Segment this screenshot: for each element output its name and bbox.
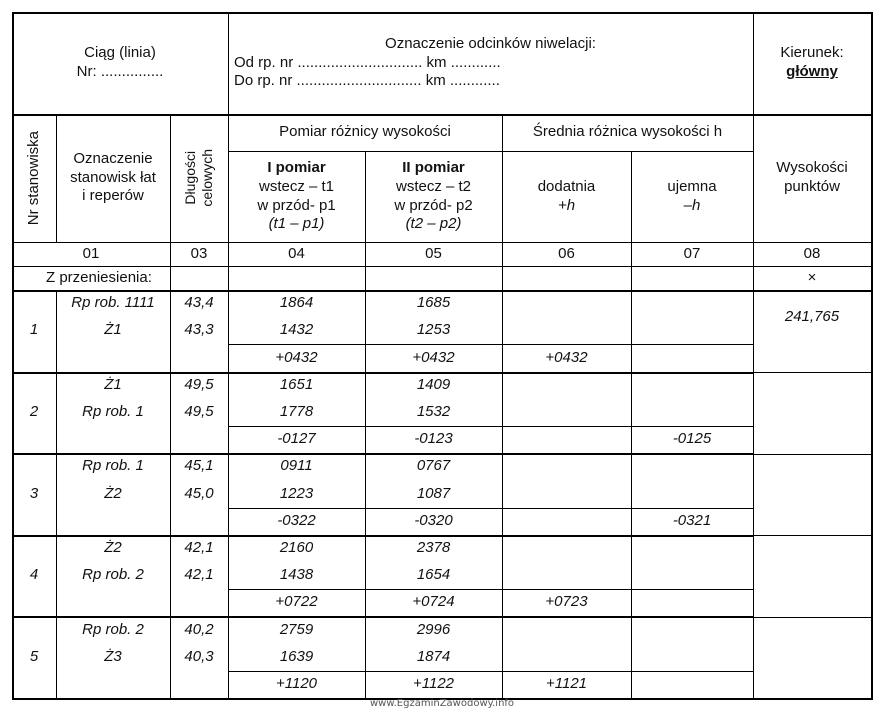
dodatnia-value: +1121 <box>545 675 587 693</box>
pomiar1-header <box>228 151 365 242</box>
ujemna-value <box>631 589 753 616</box>
oznaczenie-line-2: stanowisk łat <box>70 168 156 186</box>
pomiar2-value: +0432 <box>412 348 455 366</box>
pomiar1-l3: (t1 – p1) <box>268 215 325 233</box>
ujemna-header <box>631 151 753 242</box>
oznaczenie-odcinkow-cell <box>228 12 753 114</box>
pomiar2-value: 1874 <box>416 647 451 665</box>
dodatnia-label: dodatnia <box>537 177 596 195</box>
pomiar2-value: 1532 <box>416 403 451 421</box>
h-rule <box>12 616 753 618</box>
sight-length: 49,5 <box>184 375 214 393</box>
pomiar2-value: 2996 <box>416 620 451 638</box>
station-point: Ż1 <box>104 375 122 393</box>
ciag-nr-label: Nr: ............... <box>76 63 164 80</box>
oznaczenie-line-3: i reperów <box>82 187 144 205</box>
v-rule <box>170 114 171 698</box>
dodatnia-header <box>502 151 631 242</box>
code-05: 05 <box>425 244 442 262</box>
z-przeniesienia-label: Z przeniesienia: <box>46 268 152 286</box>
v-rule <box>871 12 873 700</box>
watermark: www.EgzaminZawodowy.info <box>370 698 515 709</box>
pomiar1-value: 1864 <box>279 294 314 312</box>
pomiar1-value: 1639 <box>279 647 314 665</box>
pomiar2-l3: (t2 – p2) <box>405 215 462 233</box>
kierunek-label: Kierunek: <box>780 44 844 62</box>
code-04: 04 <box>288 244 305 262</box>
code-03: 03 <box>190 244 208 262</box>
h-rule <box>12 372 753 374</box>
pomiar1-value: -0322 <box>277 511 316 529</box>
wysokosci-line-1: Wysokości <box>776 159 848 177</box>
ujemna-symbol: –h <box>683 196 701 214</box>
z-przeniesienia-mark: × <box>807 268 817 286</box>
pomiar1-value: 2759 <box>279 620 314 638</box>
sight-length: 42,1 <box>184 539 214 557</box>
do-line: Do rp. nr .............................. km ............ <box>234 72 500 90</box>
pomiar1-value: 1778 <box>279 403 314 421</box>
h-rule <box>228 426 753 427</box>
pomiar1-value: 2160 <box>279 539 314 557</box>
kierunek-value: główny <box>786 63 838 80</box>
pomiar2-l2: w przód- p2 <box>394 196 473 214</box>
pomiar-group-label: Pomiar różnicy wysokości <box>279 123 451 141</box>
station-nr: 5 <box>29 647 39 665</box>
pomiar2-value: 1685 <box>416 294 451 312</box>
srednia-group-label: Średnia różnica wysokości h <box>532 123 723 141</box>
station-point: Rp rob. 1 <box>82 403 144 421</box>
pomiar1-value: 1223 <box>279 484 314 502</box>
station-nr: 1 <box>29 321 39 339</box>
pomiar2-value: 1654 <box>416 566 451 584</box>
station-point: Ż2 <box>104 484 122 502</box>
station-point: Ż1 <box>104 321 122 339</box>
h-rule <box>12 114 871 116</box>
station-nr: 2 <box>29 403 39 421</box>
srednia-group-header <box>502 114 753 151</box>
od-line: Od rp. nr .............................. km ............ <box>234 53 501 71</box>
ujemna-value: -0125 <box>672 430 712 448</box>
h-rule <box>228 508 753 509</box>
pomiar2-value: 1409 <box>416 375 451 393</box>
v-rule <box>56 290 57 698</box>
h-rule <box>12 535 753 537</box>
pomiar2-value: 2378 <box>416 539 451 557</box>
pomiar2-value: 1087 <box>416 484 451 502</box>
dlugosci-line-1: Długości <box>182 151 199 205</box>
station-point: Rp rob. 2 <box>82 620 144 638</box>
h-rule <box>12 242 871 243</box>
dodatnia-value <box>502 508 631 535</box>
v-rule <box>502 114 503 698</box>
code-01: 01 <box>82 244 100 262</box>
pomiar1-title: I pomiar <box>267 159 326 176</box>
code-08: 08 <box>803 244 821 262</box>
sight-length: 42,1 <box>184 566 214 584</box>
dlugosci-header <box>170 114 228 242</box>
ujemna-label: ujemna <box>667 177 717 195</box>
v-rule <box>56 114 57 242</box>
h-rule <box>753 617 871 618</box>
dodatnia-symbol: +h <box>557 196 576 214</box>
station-point: Ż2 <box>104 539 122 557</box>
pomiar1-l2: w przód- p1 <box>257 196 336 214</box>
oznaczenie-header <box>56 114 170 242</box>
h-rule <box>12 12 871 14</box>
dodatnia-value: +0432 <box>545 348 588 366</box>
sight-length: 43,3 <box>184 321 214 339</box>
ciag-label: Ciąg (linia) <box>84 44 156 62</box>
ujemna-value <box>631 671 753 698</box>
pomiar2-value: 1253 <box>416 321 451 339</box>
h-rule <box>753 372 871 373</box>
pomiar1-value: 1651 <box>279 375 314 393</box>
oznaczenie-line-1: Oznaczenie <box>73 149 153 167</box>
v-rule <box>228 114 229 698</box>
station-point: Rp rob. 1 <box>82 457 144 475</box>
pomiar2-header <box>365 151 502 242</box>
sight-length: 40,2 <box>184 620 214 638</box>
sight-length: 45,0 <box>184 484 214 502</box>
h-rule <box>12 453 753 455</box>
ujemna-value: -0321 <box>672 511 712 529</box>
pomiar2-value: +1122 <box>412 675 454 693</box>
wysokosci-line-2: punktów <box>784 178 840 195</box>
code-07: 07 <box>683 244 701 262</box>
wysokosc-value: 241,765 <box>784 307 840 325</box>
v-rule <box>228 12 229 114</box>
pomiar2-value: -0320 <box>414 511 453 529</box>
pomiar2-value: +0724 <box>412 593 455 611</box>
ciag-cell <box>12 12 228 114</box>
pomiar2-value: 0767 <box>416 457 451 475</box>
station-point: Rp rob. 1111 <box>71 294 155 312</box>
dlugosci-line-2: celowych <box>199 149 215 207</box>
pomiar1-value: +0722 <box>275 593 318 611</box>
station-point: Ż3 <box>104 647 122 665</box>
h-rule <box>12 266 871 267</box>
kierunek-cell <box>753 12 871 114</box>
station-nr: 4 <box>29 566 39 584</box>
h-rule <box>753 454 871 455</box>
sight-length: 43,4 <box>184 294 214 312</box>
code-06: 06 <box>558 244 575 262</box>
pomiar1-value: 1438 <box>279 566 314 584</box>
pomiar1-value: +0432 <box>275 348 318 366</box>
sight-length: 49,5 <box>184 403 214 421</box>
h-rule <box>228 671 753 672</box>
wysokosci-header <box>753 114 871 242</box>
pomiar2-l1: wstecz – t2 <box>395 177 472 195</box>
sight-length: 40,3 <box>184 647 214 665</box>
dodatnia-value <box>502 426 631 453</box>
station-point: Rp rob. 2 <box>82 566 144 584</box>
h-rule <box>228 151 753 152</box>
sight-length: 45,1 <box>184 457 214 475</box>
station-nr: 3 <box>29 484 39 502</box>
dodatnia-value: +0723 <box>545 593 588 611</box>
nr-stanowiska-header <box>12 114 56 242</box>
h-rule <box>12 290 871 292</box>
h-rule <box>228 344 753 345</box>
nr-stanowiska-label: Nr stanowiska <box>24 130 42 226</box>
pomiar1-value: 0911 <box>280 457 313 475</box>
pomiar1-value: +1120 <box>275 675 317 693</box>
pomiar-group-header <box>228 114 502 151</box>
dlugosci-label <box>182 149 216 207</box>
oznaczenie-title: Oznaczenie odcinków niwelacji: <box>385 34 596 52</box>
h-rule <box>228 589 753 590</box>
v-rule <box>753 12 754 698</box>
pomiar1-l1: wstecz – t1 <box>258 177 335 195</box>
ujemna-value <box>631 344 753 371</box>
pomiar2-value: -0123 <box>414 430 453 448</box>
h-rule <box>753 535 871 536</box>
pomiar2-title: II pomiar <box>402 159 465 176</box>
pomiar1-value: 1432 <box>279 321 314 339</box>
pomiar1-value: -0127 <box>277 430 316 448</box>
